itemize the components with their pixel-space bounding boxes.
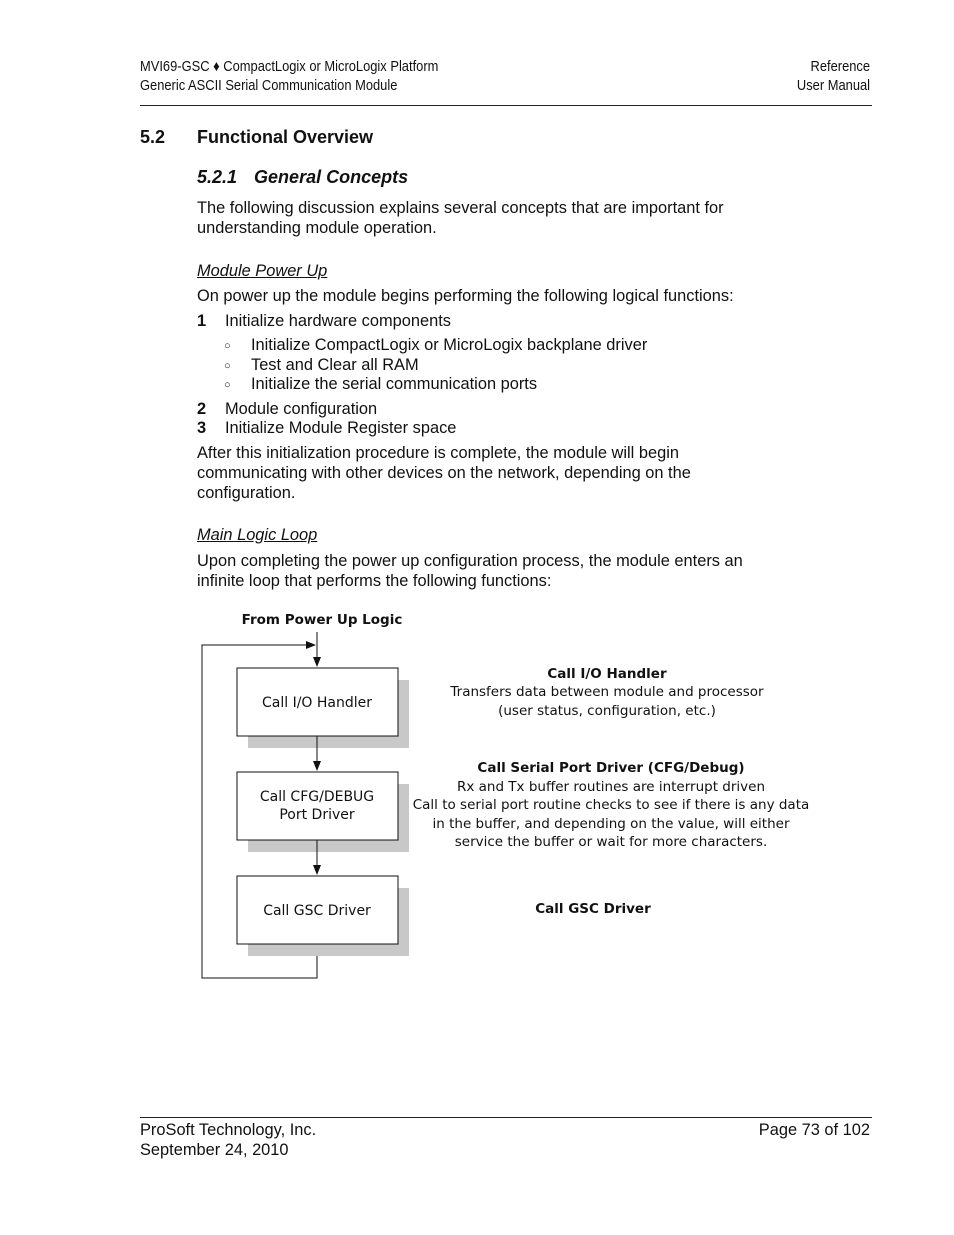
- desc-gsc-title: Call GSC Driver: [535, 901, 651, 917]
- step-text: Module configuration: [225, 400, 378, 418]
- main-loop-paragraph: Upon completing the power up configuration process, the module enters an infinite loop that performs the following functions:: [197, 552, 743, 590]
- power-up-lead: On power up the module begins performing the following logical functions:: [197, 287, 734, 305]
- substep-item: [224, 374, 537, 396]
- footer-left: [140, 1120, 316, 1160]
- main-logic-loop-diagram: [190, 600, 830, 990]
- hollow-bullet-icon: ○: [224, 340, 231, 352]
- header-product: MVI69-GSC ♦ CompactLogix or MicroLogix Platform: [140, 58, 439, 75]
- desc-serial-line: service the buffer or wait for more characters.: [454, 834, 768, 850]
- io-handler-box-label: Call I/O Handler: [261, 695, 373, 711]
- cfg-debug-box-label-1: Call CFG/DEBUG: [259, 789, 375, 805]
- cfg-debug-box-label-2: Port Driver: [279, 807, 355, 823]
- header-module: Generic ASCII Serial Communication Module: [140, 77, 398, 94]
- power-up-after-paragraph: After this initialization procedure is complete, the module will begin communicating with other devices on the network, depending on the configuration.: [197, 444, 691, 502]
- hollow-bullet-icon: ○: [224, 379, 231, 391]
- desc-serial-line: in the buffer, and depending on the value, will either: [432, 816, 790, 832]
- cfg-debug-box: [237, 772, 398, 840]
- header-rule: [140, 105, 872, 106]
- section-number: 5.2: [140, 127, 166, 147]
- substep-text: Initialize the serial communication ports: [251, 375, 538, 393]
- running-header-right: [797, 57, 870, 95]
- main-loop-heading: Main Logic Loop: [197, 526, 318, 544]
- power-up-heading: Module Power Up: [197, 262, 328, 280]
- step-item: [197, 399, 377, 419]
- step-number: 3: [197, 419, 207, 437]
- desc-io-line: Transfers data between module and processor: [450, 684, 764, 700]
- step-number: 1: [197, 312, 207, 330]
- header-chapter: Reference: [810, 58, 870, 75]
- desc-serial-line: Call to serial port routine checks to see if there is any data: [412, 797, 810, 813]
- running-header-left: [140, 57, 438, 95]
- step-item: [197, 311, 451, 331]
- desc-io-title: Call I/O Handler: [547, 666, 667, 682]
- intro-paragraph: The following discussion explains several concepts that are important for understanding module operation.: [197, 199, 724, 237]
- section-title: Functional Overview: [197, 127, 374, 147]
- footer-page-number: Page 73 of 102: [758, 1121, 870, 1139]
- header-doc-type: User Manual: [796, 77, 870, 94]
- substep-item: [224, 335, 647, 357]
- step-item: [197, 418, 456, 438]
- footer-rule: [140, 1117, 872, 1118]
- subsection-title: General Concepts: [254, 167, 409, 187]
- substep-text: Initialize CompactLogix or MicroLogix backplane driver: [251, 336, 648, 354]
- hollow-bullet-icon: ○: [224, 360, 231, 372]
- footer-company: ProSoft Technology, Inc.: [140, 1121, 317, 1139]
- subsection-number: 5.2.1: [197, 167, 238, 187]
- step-text: Initialize hardware components: [225, 312, 451, 330]
- subsection-heading: [197, 167, 408, 188]
- step-number: 2: [197, 400, 207, 418]
- desc-io-line: (user status, configuration, etc.): [498, 703, 716, 719]
- desc-serial-title: Call Serial Port Driver (CFG/Debug): [477, 760, 745, 776]
- entry-label: From Power Up Logic: [241, 612, 403, 628]
- step-text: Initialize Module Register space: [225, 419, 457, 437]
- gsc-driver-box-label: Call GSC Driver: [263, 903, 371, 919]
- substep-text: Test and Clear all RAM: [251, 356, 419, 374]
- desc-serial-line: Rx and Tx buffer routines are interrupt driven: [456, 779, 766, 795]
- footer-date: September 24, 2010: [140, 1141, 289, 1159]
